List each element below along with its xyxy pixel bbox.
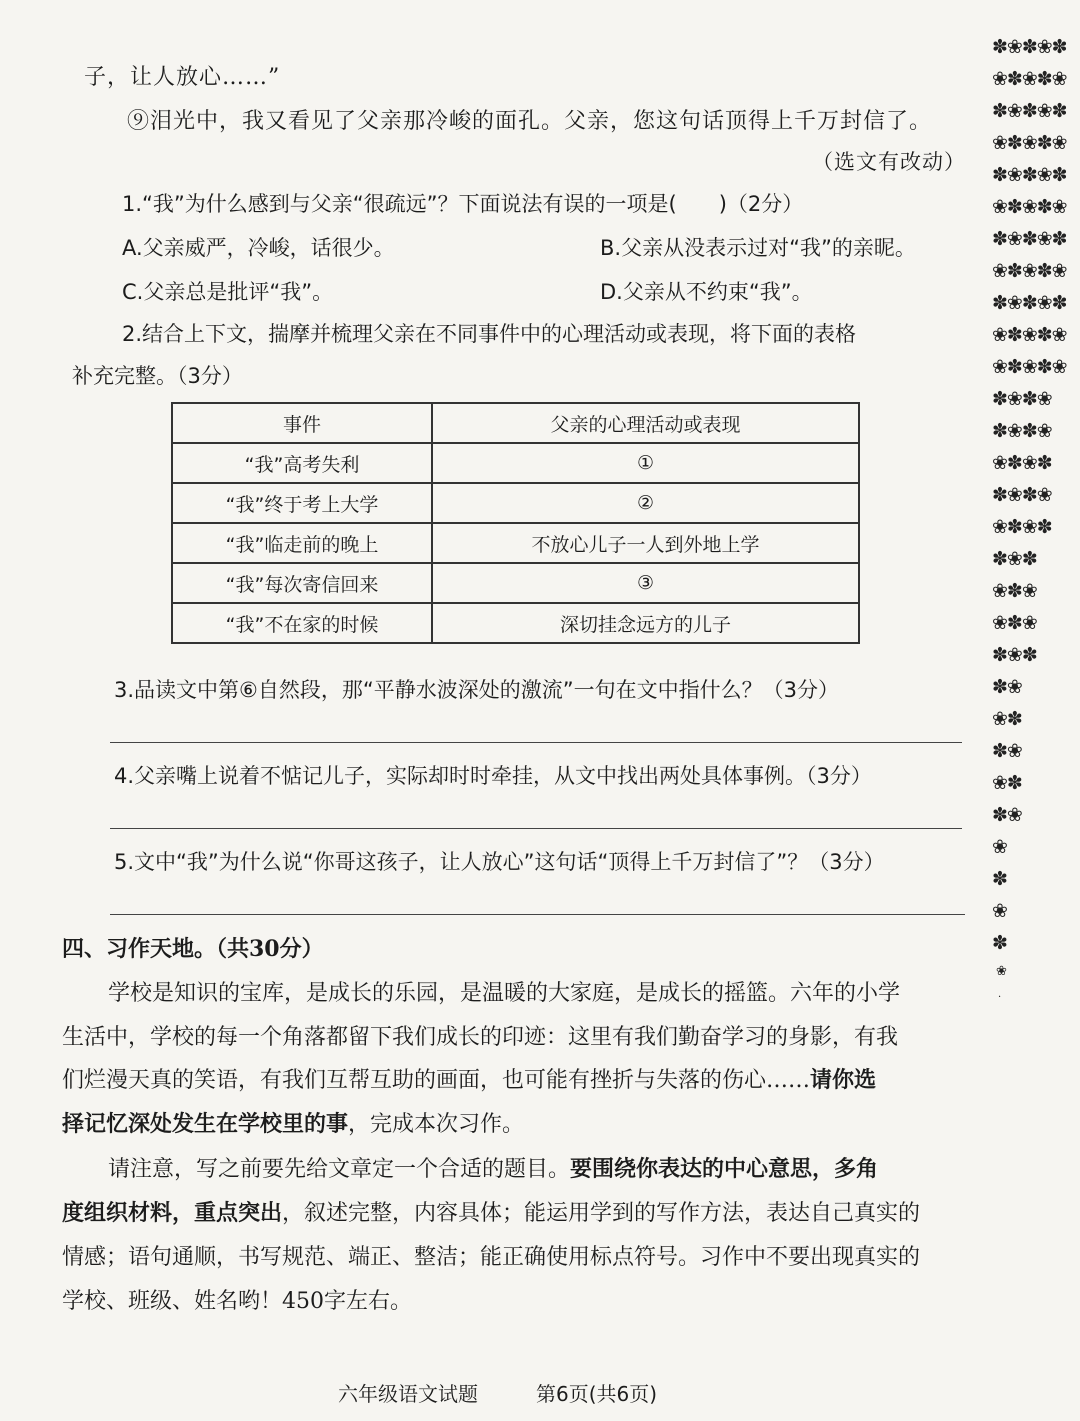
flower-ornament-icon: · [998, 992, 1001, 1003]
essay-requirements-line3: 情感；语句通顺，书写规范、端正、整洁；能正确使用标点符号。习作中不要出现真实的 [62, 1245, 921, 1270]
flower-ornament-icon: ✽❀✽ [992, 548, 1037, 570]
table-cell-event: “我”临走前的晚上 [172, 523, 432, 563]
flower-ornament-icon: ❀ [996, 964, 1006, 979]
table-cell-response: 不放心儿子一人到外地上学 [432, 523, 859, 563]
flower-ornament-icon: ❀ [992, 836, 1007, 858]
essay-requirements-line4: 学校、班级、姓名哟！450字左右。 [62, 1289, 412, 1314]
essay-prompt-line4-text: ，完成本次习作。 [348, 1112, 525, 1137]
flower-ornament-icon: ❀✽❀✽❀ [992, 132, 1067, 154]
flower-ornament-icon: ❀✽❀ [992, 612, 1037, 634]
flower-ornament-icon: ✽ [992, 868, 1007, 890]
answer-line-3[interactable] [110, 742, 962, 743]
flower-ornament-icon: ❀✽❀✽ [992, 516, 1052, 538]
flower-ornament-icon: ❀✽❀ [992, 580, 1037, 602]
flower-ornament-icon: ✽❀✽❀✽ [992, 292, 1067, 314]
source-note: （选文有改动） [812, 150, 966, 174]
essay-prompt-line4-emphasis: 择记忆深处发生在学校里的事 [62, 1111, 349, 1137]
question-1-option-b: B.父亲从没表示过对“我”的亲昵。 [600, 236, 916, 260]
essay-requirements-line1-text: 请注意，写之前要先给文章定一个合适的题目。 [108, 1157, 571, 1182]
essay-prompt-line3-emphasis: 请你选 [810, 1067, 877, 1093]
flower-ornament-icon: ❀✽❀✽ [992, 452, 1052, 474]
flower-ornament-icon: ✽❀✽❀ [992, 388, 1052, 410]
table-cell-event: “我”终于考上大学 [172, 483, 432, 523]
table-header-row [172, 403, 859, 443]
essay-requirements-line2-text: ，叙述完整，内容具体；能运用学到的写作方法，表达自己真实的 [282, 1201, 921, 1226]
table-cell-response: 深切挂念远方的儿子 [432, 603, 859, 643]
essay-requirements-line2-emphasis: 度组织材料，重点突出 [62, 1200, 283, 1226]
table-header-response: 父亲的心理活动或表现 [432, 403, 859, 443]
table-header-event: 事件 [172, 403, 432, 443]
table-row [172, 603, 859, 643]
flower-ornament-icon: ❀✽❀✽❀ [992, 68, 1067, 90]
footer-page-info: 第6页(共6页) [536, 1382, 658, 1406]
flower-ornament-icon: ✽❀✽❀ [992, 420, 1052, 442]
question-5-stem: 5.文中“我”为什么说“你哥这孩子，让人放心”这句话“顶得上千万封信了”？（3分） [114, 850, 885, 874]
essay-prompt-line1: 学校是知识的宝库，是成长的乐园，是温暖的大家庭，是成长的摇篮。六年的小学 [108, 981, 901, 1006]
essay-prompt-line2: 生活中，学校的每一个角落都留下我们成长的印迹：这里有我们勤奋学习的身影，有我 [62, 1025, 899, 1050]
essay-prompt-line3 [62, 1063, 876, 1094]
flower-ornament-icon: ✽❀ [992, 740, 1022, 762]
essay-requirements-line2 [62, 1196, 920, 1227]
essay-prompt-line3-text: 们烂漫天真的笑语，有我们互帮互助的画面，也可能有挫折与失落的伤心…… [62, 1068, 811, 1093]
flower-ornament-icon: ❀✽ [992, 708, 1022, 730]
flower-ornament-icon: ✽❀✽❀ [992, 484, 1052, 506]
table-row [172, 523, 859, 563]
flower-ornament-icon: ✽❀✽❀✽ [992, 228, 1067, 250]
essay-requirements-line1 [108, 1152, 878, 1183]
answer-line-4[interactable] [110, 828, 962, 829]
section-4-heading: 四、习作天地。（共30分） [62, 936, 324, 962]
story-continuation: 子，让人放心……” [84, 65, 281, 90]
flower-ornament-icon: ❀✽❀✽❀ [992, 356, 1067, 378]
table-row [172, 443, 859, 483]
question-2-stem-line1: 2.结合上下文，揣摩并梳理父亲在不同事件中的心理活动或表现，将下面的表格 [122, 322, 857, 346]
flower-ornament-icon: ❀✽ [992, 772, 1022, 794]
flower-ornament-icon: ✽❀✽❀✽ [992, 100, 1067, 122]
table-row [172, 483, 859, 523]
table-cell-response: ③ [432, 563, 859, 603]
essay-prompt-line4 [62, 1107, 524, 1138]
flower-ornament-icon: ✽❀✽❀✽ [992, 36, 1067, 58]
flower-ornament-icon: ❀✽❀✽❀ [992, 260, 1067, 282]
question-1-option-c: C.父亲总是批评“我”。 [122, 280, 334, 304]
question-1-option-d: D.父亲从不约束“我”。 [600, 280, 813, 304]
flower-ornament-icon: ❀ [992, 900, 1007, 922]
flower-ornament-icon: ✽❀ [992, 804, 1022, 826]
answer-line-5[interactable] [110, 914, 965, 915]
flower-ornament-icon: ✽❀ [992, 676, 1022, 698]
events-table [171, 402, 860, 644]
table-cell-response: ② [432, 483, 859, 523]
question-1-option-a: A.父亲威严，冷峻，话很少。 [122, 236, 395, 260]
table-cell-event: “我”高考失利 [172, 443, 432, 483]
table-row [172, 563, 859, 603]
table-cell-response: ① [432, 443, 859, 483]
footer-exam-title: 六年级语文试题 [338, 1382, 478, 1406]
flower-ornament-icon: ✽❀✽ [992, 644, 1037, 666]
question-1-stem: 1.“我”为什么感到与父亲“很疏远”？下面说法有误的一项是( )（2分） [122, 192, 804, 216]
essay-requirements-line1-emphasis: 要围绕你表达的中心意思，多角 [570, 1156, 879, 1182]
flower-ornament-icon: ✽❀✽❀✽ [992, 164, 1067, 186]
table-cell-event: “我”不在家的时候 [172, 603, 432, 643]
question-4-stem: 4.父亲嘴上说着不惦记儿子，实际却时时牵挂，从文中找出两处具体事例。（3分） [114, 764, 872, 788]
flower-ornament-icon: ❀✽❀✽❀ [992, 196, 1067, 218]
flower-ornament-icon: ❀✽❀✽❀ [992, 324, 1067, 346]
table-cell-event: “我”每次寄信回来 [172, 563, 432, 603]
question-2-stem-line2: 补充完整。（3分） [72, 364, 243, 388]
flower-ornament-icon: ✽ [992, 932, 1007, 954]
story-paragraph-9: ⑨泪光中，我又看见了父亲那冷峻的面孔。父亲，您这句话顶得上千万封信了。 [127, 109, 933, 134]
question-3-stem: 3.品读文中第⑥自然段，那“平静水波深处的激流”一句在文中指什么？（3分） [114, 678, 839, 702]
